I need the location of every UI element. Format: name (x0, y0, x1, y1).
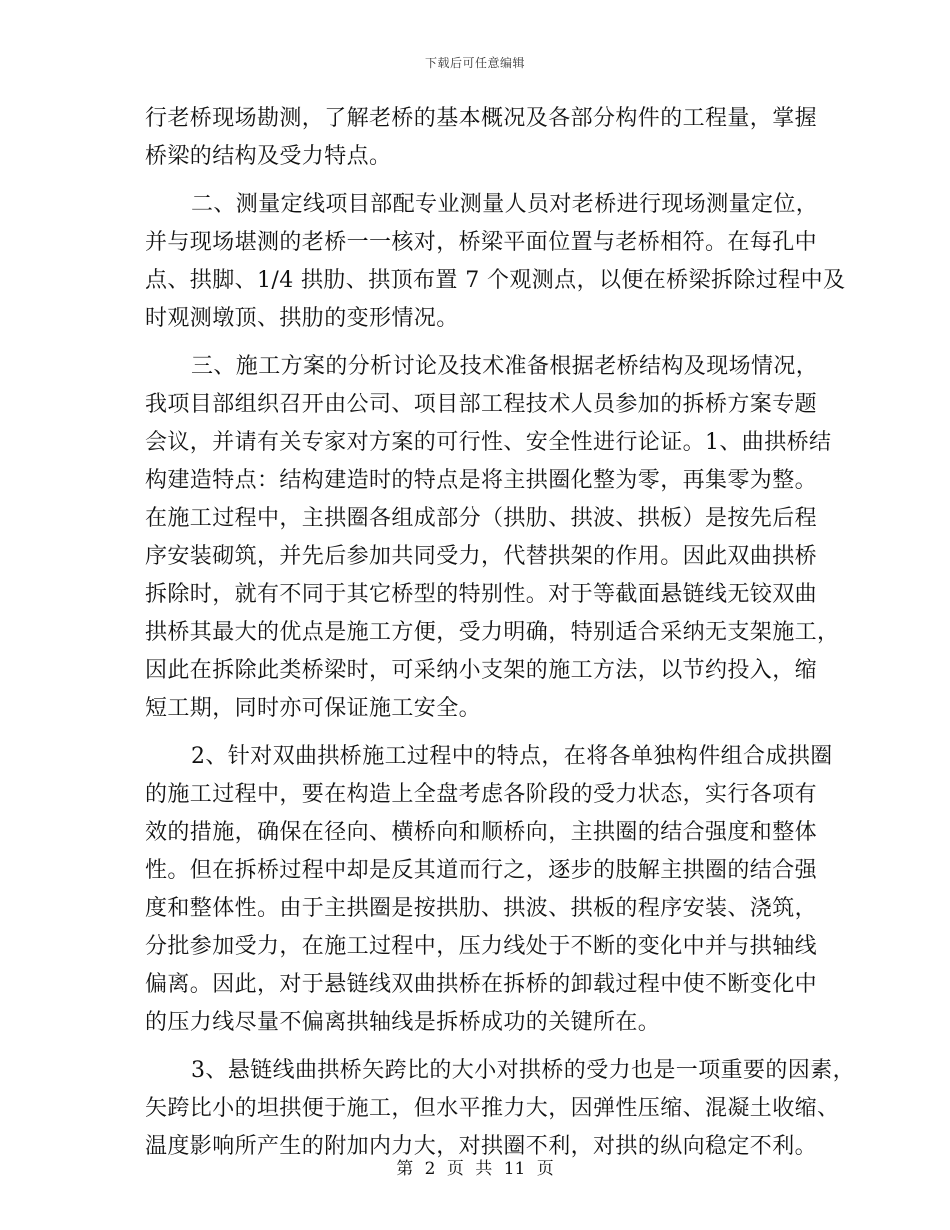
text-line: 的压力线尽量不偏离拱轴线是拆桥成功的关键所在。 (145, 1010, 661, 1035)
text-line: 三、施工方案的分析讨论及技术准备根据老桥结构及现场情况， (191, 354, 819, 379)
text-line: 序安装砌筑，并先后参加共同受力，代替拱架的作用。因此双曲拱桥 (145, 544, 818, 569)
text-line: 矢跨比小的坦拱便于施工，但水平推力大，因弹性压缩、混凝土收缩、 (145, 1096, 840, 1121)
paragraph-1 (145, 100, 821, 176)
page-header: 下载后可任意编辑 (424, 56, 525, 70)
text-line: 点、拱脚、1/4 拱肋、拱顶布置 7 个观测点，以便在桥梁拆除过程中及 (145, 268, 846, 293)
text-line: 二、测量定线项目部配专业测量人员对老桥进行现场测量定位， (191, 192, 819, 217)
text-line: 行老桥现场勘测，了解老桥的基本概况及各部分构件的工程量，掌握 (145, 106, 818, 131)
text-line: 2、针对双曲拱桥施工过程中的特点，在将各单独构件组合成拱圈 (191, 744, 833, 769)
text-line: 时观测墩顶、拱肋的变形情况。 (145, 306, 459, 331)
text-line: 构建造特点：结构建造时的特点是将主拱圈化整为零，再集零为整。 (145, 468, 818, 493)
text-line: 性。但在拆桥过程中却是反其道而行之，逐步的肢解主拱圈的结合强 (145, 858, 818, 883)
paragraph-3 (145, 348, 840, 728)
text-line: 的施工过程中，要在构造上全盘考虑各阶段的受力状态，实行各项有 (145, 782, 818, 807)
text-line: 我项目部组织召开由公司、项目部工程技术人员参加的拆桥方案专题 (145, 392, 818, 417)
text-line: 分批参加受力，在施工过程中，压力线处于不断的变化中并与拱轴线 (145, 934, 818, 959)
paragraph-2 (145, 186, 846, 338)
text-line: 度和整体性。由于主拱圈是按拱肋、拱波、拱板的程序安装、浇筑， (145, 896, 818, 921)
text-line: 拱桥其最大的优点是施工方便，受力明确，特别适合采纳无支架施工， (145, 620, 840, 645)
text-line: 并与现场堪测的老桥一一核对，桥梁平面位置与老桥相符。在每孔中 (145, 230, 818, 255)
document-body (145, 100, 855, 1166)
text-line: 偏离。因此，对于悬链线双曲拱桥在拆桥的卸载过程中使不断变化中 (145, 972, 818, 997)
text-line: 短工期，同时亦可保证施工安全。 (145, 696, 482, 721)
text-line: 因此在拆除此类桥梁时，可采纳小支架的施工方法，以节约投入，缩 (145, 658, 818, 683)
text-line: 会议，并请有关专家对方案的可行性、安全性进行论证。1、曲拱桥结 (145, 430, 832, 455)
text-line: 在施工过程中，主拱圈各组成部分（拱肋、拱波、拱板）是按先后程 (145, 506, 818, 531)
paragraph-5 (145, 1052, 855, 1166)
text-line: 温度影响所产生的附加内力大，对拱圈不利，对拱的纵向稳定不利。 (145, 1134, 818, 1159)
page-number-footer: 第 2 页 共 11 页 (396, 1159, 554, 1179)
text-line: 3、悬链线曲拱桥矢跨比的大小对拱桥的受力也是一项重要的因素， (191, 1058, 855, 1083)
text-line: 拆除时，就有不同于其它桥型的特别性。对于等截面悬链线无铰双曲 (145, 582, 818, 607)
paragraph-4 (145, 738, 833, 1042)
text-line: 效的措施，确保在径向、横桥向和顺桥向，主拱圈的结合强度和整体 (145, 820, 818, 845)
text-line: 桥梁的结构及受力特点。 (145, 144, 392, 169)
